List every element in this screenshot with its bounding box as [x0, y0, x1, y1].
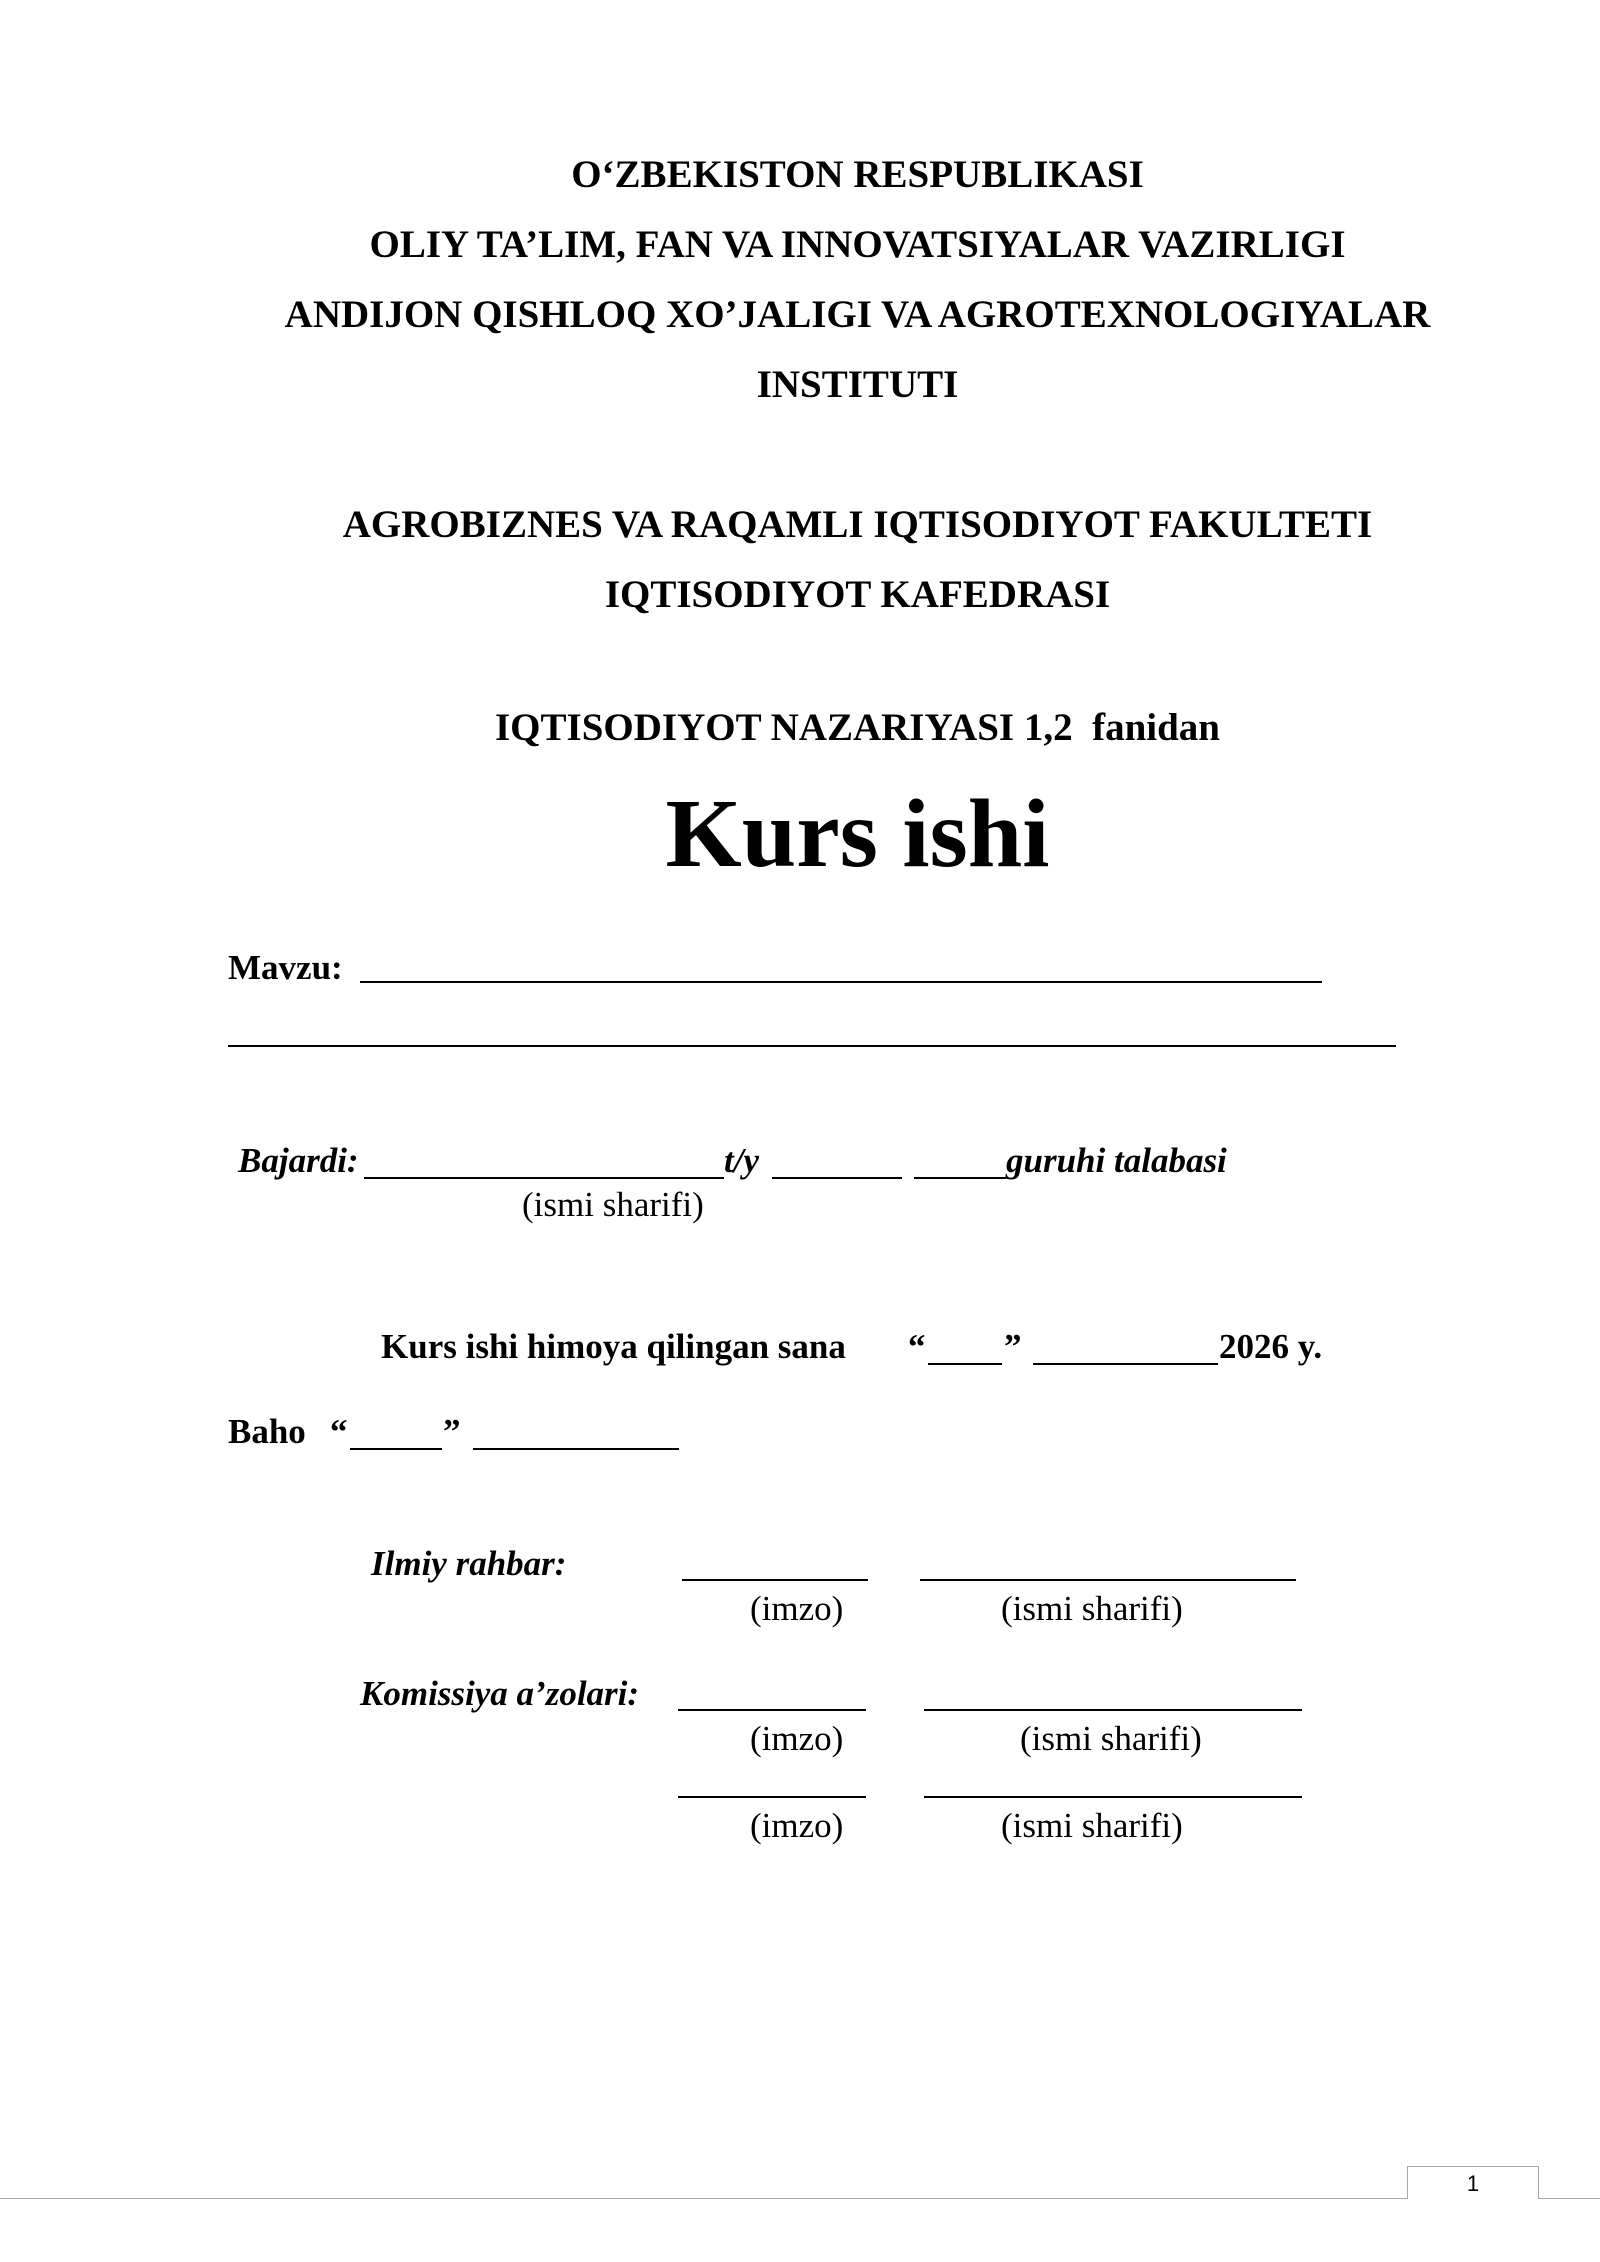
document-title: Kurs ishi — [665, 780, 1050, 888]
commission-member1-sign-caption: (imzo) — [750, 1719, 844, 1758]
faculty-heading: AGROBIZNES VA RAQAMLI IQTISODIYOT FAKULTETI — [342, 503, 1373, 546]
supervisor-name-blank — [920, 1579, 1296, 1581]
commission-member1-name-caption: (ismi sharifi) — [1020, 1719, 1202, 1758]
defense-open-quote: “ — [908, 1327, 926, 1366]
group-label: guruhi talabasi — [1006, 1141, 1227, 1180]
commission-member2-sign-caption: (imzo) — [750, 1806, 844, 1845]
page-number: 1 — [1407, 2166, 1539, 2199]
commission-member2-name-blank — [924, 1796, 1302, 1798]
supervisor-label: Ilmiy rahbar: — [371, 1544, 567, 1583]
footer-rule — [0, 2198, 1600, 2199]
institute-heading-line1: ANDIJON QISHLOQ XO’JALIGI VA AGROTEXNOLOGIYALAR — [284, 293, 1431, 336]
subject-line: IQTISODIYOT NAZARIYASI 1,2 fanidan — [495, 706, 1220, 749]
defense-date-label: Kurs ishi himoya qilingan sana — [381, 1327, 846, 1366]
institute-heading-line2: INSTITUTI — [756, 363, 959, 406]
commission-member2-sign-blank — [678, 1796, 866, 1798]
topic-blank-line-1 — [360, 981, 1322, 983]
country-heading: O‘ZBEKISTON RESPUBLIKASI — [571, 153, 1144, 196]
commission-member1-name-blank — [924, 1709, 1302, 1711]
supervisor-sign-caption: (imzo) — [750, 1589, 844, 1628]
ministry-heading: OLIY TA’LIM, FAN VA INNOVATSIYALAR VAZIRLIGI — [369, 223, 1346, 266]
commission-label: Komissiya a’zolari: — [360, 1674, 640, 1713]
commission-member1-sign-blank — [678, 1709, 866, 1711]
ty-blank — [772, 1177, 902, 1179]
grade-label: Baho — [228, 1412, 306, 1451]
grade-close-quote: ” — [443, 1412, 461, 1451]
department-heading: IQTISODIYOT KAFEDRASI — [604, 573, 1111, 616]
commission-member2-name-caption: (ismi sharifi) — [1001, 1806, 1183, 1845]
grade-open-quote: “ — [330, 1412, 348, 1451]
group-blank — [914, 1177, 1006, 1179]
supervisor-name-caption: (ismi sharifi) — [1001, 1589, 1183, 1628]
grade-score-blank — [350, 1448, 442, 1450]
defense-month-blank — [1033, 1363, 1218, 1365]
topic-label: Mavzu: — [228, 948, 343, 987]
ty-label: t/y — [724, 1141, 759, 1180]
grade-word-blank — [473, 1448, 679, 1450]
supervisor-sign-blank — [682, 1579, 868, 1581]
performer-name-blank — [364, 1177, 724, 1179]
topic-blank-line-2 — [228, 1045, 1396, 1047]
defense-year: 2026 y. — [1219, 1327, 1323, 1366]
defense-close-quote: ” — [1004, 1327, 1022, 1366]
performer-label: Bajardi: — [238, 1141, 359, 1180]
defense-day-blank — [928, 1363, 1002, 1365]
performer-name-caption: (ismi sharifi) — [522, 1185, 704, 1224]
